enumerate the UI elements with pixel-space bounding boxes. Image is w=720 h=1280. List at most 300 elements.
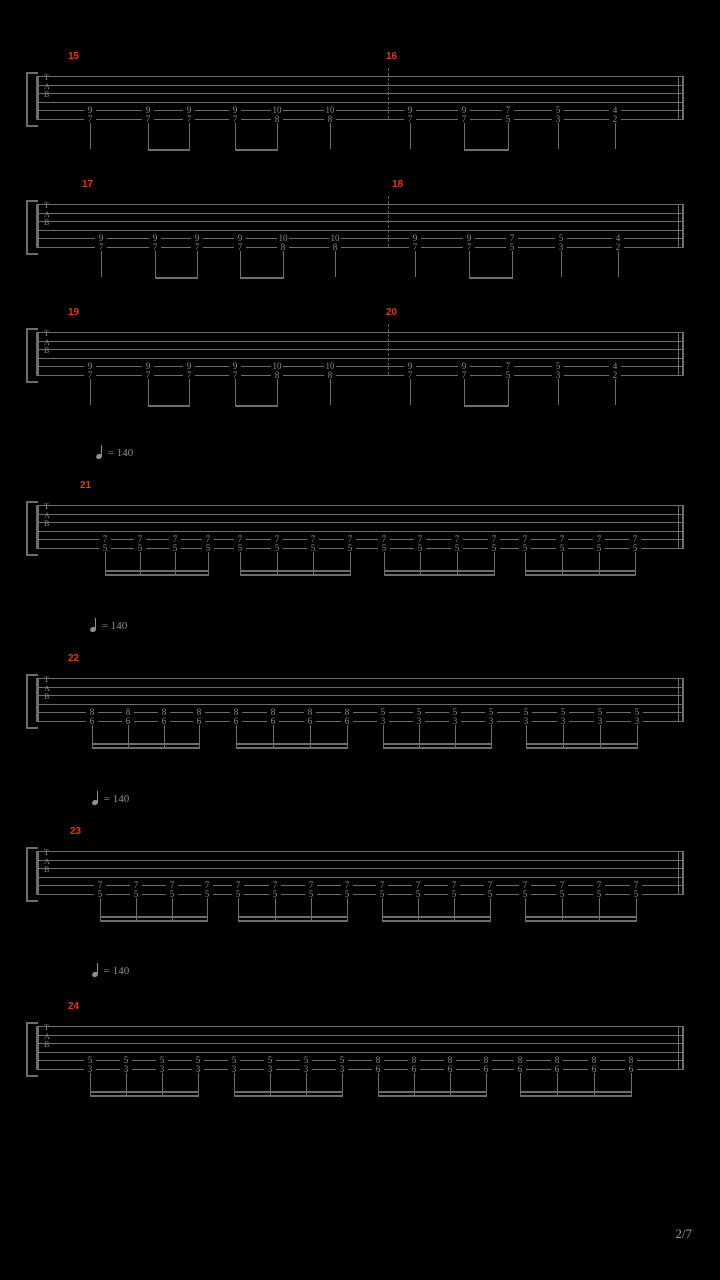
note-stem — [508, 379, 509, 405]
fret-number: 3 — [413, 717, 425, 726]
fret-number: 10 — [330, 232, 340, 243]
beam — [235, 149, 278, 151]
staff-line — [36, 85, 684, 86]
note-stem — [283, 251, 284, 277]
fret-number: 7 — [84, 371, 96, 380]
fret-number: 3 — [336, 1065, 348, 1074]
fret-number: 5 — [376, 890, 388, 899]
note-stem — [330, 123, 331, 149]
fret-number: 5 — [520, 708, 532, 717]
quarter-note-icon — [90, 619, 99, 631]
fret-number: 7 — [191, 243, 203, 252]
fret-number: 9 — [183, 106, 195, 115]
fret-number: 10 — [325, 104, 335, 115]
note-stem — [148, 379, 149, 405]
beam — [520, 1095, 632, 1097]
fret-number: 7 — [305, 881, 317, 890]
barline — [388, 324, 389, 375]
fret-number: 3 — [84, 1065, 96, 1074]
fret-number: 6 — [514, 1065, 526, 1074]
fret-number: 7 — [142, 115, 154, 124]
staff-line — [36, 531, 684, 532]
quarter-note-icon — [92, 792, 101, 804]
staff-line — [36, 868, 684, 869]
fret-number: 6 — [86, 717, 98, 726]
fret-number: 7 — [458, 371, 470, 380]
note-stem — [335, 251, 336, 277]
end-barline-thick — [682, 204, 684, 247]
fret-number: 5 — [166, 890, 178, 899]
page-number: 2/7 — [675, 1226, 692, 1241]
fret-number: 7 — [629, 535, 641, 544]
fret-number: 9 — [404, 106, 416, 115]
note-stem — [615, 379, 616, 405]
fret-number: 5 — [228, 1056, 240, 1065]
fret-number: 6 — [408, 1065, 420, 1074]
note-stem — [410, 379, 411, 405]
measure-number: 15 — [68, 51, 80, 62]
tempo-value: = 140 — [103, 965, 130, 977]
fret-number: 7 — [95, 243, 107, 252]
note-stem — [148, 123, 149, 149]
beam — [383, 747, 492, 749]
fret-number: 8 — [480, 1056, 492, 1065]
fret-number: 5 — [130, 890, 142, 899]
beam — [238, 920, 348, 922]
beam — [90, 1091, 199, 1093]
fret-number: 2 — [612, 243, 624, 252]
tempo-marking — [92, 792, 129, 805]
staff-line — [36, 110, 684, 111]
end-barline — [678, 204, 679, 247]
fret-number: 5 — [192, 1056, 204, 1065]
fret-number: 5 — [307, 544, 319, 553]
fret-number: 5 — [552, 106, 564, 115]
fret-number: 10 — [272, 104, 282, 115]
fret-number: 5 — [556, 544, 568, 553]
staff-line — [36, 102, 684, 103]
beam — [238, 916, 348, 918]
fret-number: 5 — [519, 890, 531, 899]
staff-line — [36, 358, 684, 359]
fret-number: 8 — [304, 708, 316, 717]
staff-line — [36, 247, 684, 248]
note-stem — [464, 379, 465, 405]
fret-number: 7 — [484, 881, 496, 890]
fret-number: 4 — [609, 106, 621, 115]
beam — [105, 574, 209, 576]
fret-number: 5 — [378, 544, 390, 553]
fret-number: 8 — [271, 115, 283, 124]
fret-number: 9 — [95, 234, 107, 243]
note-stem — [618, 251, 619, 277]
tab-clef: T A B — [44, 675, 50, 702]
fret-number: 7 — [519, 881, 531, 890]
staff-line — [36, 860, 684, 861]
staff-line — [36, 505, 684, 506]
staff-line — [36, 93, 684, 94]
staff-line — [36, 213, 684, 214]
fret-number: 7 — [412, 881, 424, 890]
fret-number: 5 — [120, 1056, 132, 1065]
fret-number: 3 — [555, 243, 567, 252]
fret-number: 7 — [502, 106, 514, 115]
beam — [526, 743, 638, 745]
fret-number: 7 — [463, 243, 475, 252]
fret-number: 7 — [269, 881, 281, 890]
fret-number: 5 — [593, 890, 605, 899]
end-barline-thick — [682, 505, 684, 548]
fret-number: 6 — [444, 1065, 456, 1074]
measure-number: 21 — [80, 480, 92, 491]
fret-number: 7 — [519, 535, 531, 544]
beam — [378, 1091, 487, 1093]
tab-staff — [36, 322, 684, 380]
fret-number: 5 — [485, 708, 497, 717]
staff-line — [36, 221, 684, 222]
system-bracket — [36, 1026, 39, 1069]
note-stem — [90, 123, 91, 149]
staff-line — [36, 1035, 684, 1036]
fret-number: 5 — [593, 544, 605, 553]
tempo-value: = 140 — [101, 620, 128, 632]
note-stem — [330, 379, 331, 405]
measure-number: 22 — [68, 653, 80, 664]
fret-number: 3 — [192, 1065, 204, 1074]
fret-number: 7 — [169, 535, 181, 544]
fret-number: 3 — [120, 1065, 132, 1074]
fret-number: 6 — [625, 1065, 637, 1074]
tab-staff — [36, 841, 684, 899]
tempo-marking — [92, 964, 129, 977]
fret-number: 8 — [277, 243, 289, 252]
beam — [234, 1095, 343, 1097]
fret-number: 5 — [156, 1056, 168, 1065]
staff-line — [36, 1026, 684, 1027]
fret-number: 5 — [300, 1056, 312, 1065]
fret-number: 7 — [134, 535, 146, 544]
beam — [525, 920, 637, 922]
fret-number: 5 — [449, 708, 461, 717]
fret-number: 9 — [191, 234, 203, 243]
fret-number: 5 — [556, 890, 568, 899]
fret-number: 8 — [271, 371, 283, 380]
fret-number: 7 — [229, 115, 241, 124]
beam — [234, 1091, 343, 1093]
staff-line — [36, 522, 684, 523]
fret-number: 7 — [378, 535, 390, 544]
beam — [148, 149, 190, 151]
fret-number: 7 — [376, 881, 388, 890]
fret-number: 3 — [552, 115, 564, 124]
staff-line — [36, 1060, 684, 1061]
fret-number: 8 — [372, 1056, 384, 1065]
fret-number: 9 — [463, 234, 475, 243]
staff-line — [36, 76, 684, 77]
staff-line — [36, 514, 684, 515]
fret-number: 8 — [329, 243, 341, 252]
fret-number: 3 — [485, 717, 497, 726]
staff-line — [36, 1043, 684, 1044]
fret-number: 7 — [451, 535, 463, 544]
fret-number: 9 — [142, 106, 154, 115]
fret-number: 7 — [458, 115, 470, 124]
fret-number: 7 — [149, 243, 161, 252]
fret-number: 8 — [514, 1056, 526, 1065]
tempo-value: = 140 — [107, 447, 134, 459]
beam — [92, 747, 200, 749]
fret-number: 3 — [449, 717, 461, 726]
fret-number: 6 — [588, 1065, 600, 1074]
fret-number: 5 — [234, 544, 246, 553]
fret-number: 6 — [551, 1065, 563, 1074]
fret-number: 5 — [413, 708, 425, 717]
fret-number: 5 — [134, 544, 146, 553]
system-7 — [36, 1001, 684, 1111]
fret-number: 5 — [629, 544, 641, 553]
beam — [383, 743, 492, 745]
beam — [464, 405, 509, 407]
fret-number: 3 — [552, 371, 564, 380]
fret-number: 7 — [630, 881, 642, 890]
note-stem — [277, 123, 278, 149]
beam — [155, 277, 198, 279]
fret-number: 8 — [193, 708, 205, 717]
measure-number: 17 — [82, 179, 94, 190]
staff-line — [36, 341, 684, 342]
end-barline — [678, 505, 679, 548]
fret-number: 7 — [506, 234, 518, 243]
fret-number: 6 — [193, 717, 205, 726]
fret-number: 7 — [556, 535, 568, 544]
system-3 — [36, 307, 684, 417]
fret-number: 7 — [232, 881, 244, 890]
beam — [236, 743, 348, 745]
fret-number: 8 — [267, 708, 279, 717]
fret-number: 6 — [304, 717, 316, 726]
fret-number: 5 — [169, 544, 181, 553]
staff-line — [36, 678, 684, 679]
staff-line — [36, 230, 684, 231]
fret-number: 2 — [609, 371, 621, 380]
system-bracket — [36, 505, 39, 548]
system-bracket — [36, 851, 39, 894]
beam — [384, 570, 495, 572]
tempo-marking — [96, 446, 133, 459]
fret-number: 5 — [377, 708, 389, 717]
fret-number: 9 — [458, 106, 470, 115]
tab-staff — [36, 194, 684, 252]
fret-number: 9 — [84, 362, 96, 371]
fret-number: 9 — [229, 362, 241, 371]
measure-number: 19 — [68, 307, 80, 318]
fret-number: 5 — [232, 890, 244, 899]
system-4 — [36, 480, 684, 590]
beam — [90, 1095, 199, 1097]
fret-number: 5 — [94, 890, 106, 899]
note-stem — [235, 379, 236, 405]
end-barline-thick — [682, 1026, 684, 1069]
staff-line — [36, 695, 684, 696]
beam — [525, 570, 636, 572]
note-stem — [90, 379, 91, 405]
fret-number: 7 — [409, 243, 421, 252]
note-stem — [512, 251, 513, 277]
tab-staff — [36, 495, 684, 553]
beam — [240, 277, 284, 279]
staff-line — [36, 238, 684, 239]
system-bracket — [36, 332, 39, 375]
fret-number: 9 — [183, 362, 195, 371]
note-stem — [189, 123, 190, 149]
fret-number: 8 — [408, 1056, 420, 1065]
end-barline — [678, 678, 679, 721]
fret-number: 5 — [448, 890, 460, 899]
fret-number: 7 — [404, 115, 416, 124]
staff-line — [36, 349, 684, 350]
end-barline — [678, 76, 679, 119]
system-1 — [36, 51, 684, 161]
tempo-marking — [90, 619, 127, 632]
staff-line — [36, 687, 684, 688]
note-stem — [189, 379, 190, 405]
beam — [464, 149, 509, 151]
fret-number: 5 — [336, 1056, 348, 1065]
beam — [525, 916, 637, 918]
fret-number: 9 — [234, 234, 246, 243]
note-stem — [561, 251, 562, 277]
beam — [384, 574, 495, 576]
fret-number: 6 — [158, 717, 170, 726]
fret-number: 8 — [625, 1056, 637, 1065]
fret-number: 3 — [156, 1065, 168, 1074]
tab-staff — [36, 66, 684, 124]
end-barline-thick — [682, 851, 684, 894]
beam — [92, 743, 200, 745]
fret-number: 5 — [305, 890, 317, 899]
beam — [382, 920, 491, 922]
fret-number: 6 — [122, 717, 134, 726]
staff-line — [36, 877, 684, 878]
beam — [526, 747, 638, 749]
fret-number: 9 — [149, 234, 161, 243]
fret-number: 5 — [271, 544, 283, 553]
barline — [388, 196, 389, 247]
note-stem — [464, 123, 465, 149]
system-6 — [36, 826, 684, 936]
fret-number: 10 — [325, 360, 335, 371]
fret-number: 3 — [520, 717, 532, 726]
fret-number: 6 — [372, 1065, 384, 1074]
note-stem — [558, 123, 559, 149]
note-stem — [197, 251, 198, 277]
beam — [525, 574, 636, 576]
fret-number: 8 — [551, 1056, 563, 1065]
fret-number: 5 — [630, 890, 642, 899]
fret-number: 9 — [142, 362, 154, 371]
fret-number: 5 — [99, 544, 111, 553]
fret-number: 8 — [122, 708, 134, 717]
measure-number: 18 — [392, 179, 404, 190]
fret-number: 10 — [278, 232, 288, 243]
fret-number: 9 — [458, 362, 470, 371]
end-barline-thick — [682, 678, 684, 721]
fret-number: 7 — [202, 535, 214, 544]
fret-number: 7 — [593, 535, 605, 544]
beam — [240, 574, 351, 576]
end-barline — [678, 851, 679, 894]
beam — [100, 920, 208, 922]
fret-number: 5 — [557, 708, 569, 717]
beam — [236, 747, 348, 749]
fret-number: 10 — [272, 360, 282, 371]
tab-clef: T A B — [44, 502, 50, 529]
note-stem — [155, 251, 156, 277]
beam — [520, 1091, 632, 1093]
fret-number: 7 — [341, 881, 353, 890]
tab-staff — [36, 1016, 684, 1074]
fret-number: 9 — [229, 106, 241, 115]
beam — [235, 405, 278, 407]
fret-number: 3 — [557, 717, 569, 726]
fret-number: 7 — [502, 362, 514, 371]
fret-number: 3 — [631, 717, 643, 726]
fret-number: 3 — [264, 1065, 276, 1074]
beam — [469, 277, 513, 279]
tab-clef: T A B — [44, 73, 50, 100]
fret-number: 5 — [631, 708, 643, 717]
note-stem — [410, 123, 411, 149]
fret-number: 5 — [506, 243, 518, 252]
system-bracket — [36, 678, 39, 721]
fret-number: 8 — [230, 708, 242, 717]
fret-number: 7 — [183, 115, 195, 124]
note-stem — [415, 251, 416, 277]
beam — [148, 405, 190, 407]
fret-number: 7 — [130, 881, 142, 890]
fret-number: 4 — [612, 234, 624, 243]
beam — [378, 1095, 487, 1097]
fret-number: 8 — [86, 708, 98, 717]
tab-clef: T A B — [44, 848, 50, 875]
fret-number: 8 — [324, 371, 336, 380]
fret-number: 7 — [84, 115, 96, 124]
fret-number: 5 — [264, 1056, 276, 1065]
quarter-note-icon — [96, 446, 105, 458]
fret-number: 6 — [480, 1065, 492, 1074]
fret-number: 7 — [593, 881, 605, 890]
fret-number: 8 — [158, 708, 170, 717]
beam — [105, 570, 209, 572]
fret-number: 7 — [488, 535, 500, 544]
measure-number: 23 — [70, 826, 82, 837]
measure-number: 20 — [386, 307, 398, 318]
end-barline — [678, 332, 679, 375]
beam — [100, 916, 208, 918]
fret-number: 7 — [234, 243, 246, 252]
staff-line — [36, 1069, 684, 1070]
fret-number: 5 — [202, 544, 214, 553]
fret-number: 7 — [448, 881, 460, 890]
fret-number: 6 — [267, 717, 279, 726]
fret-number: 7 — [234, 535, 246, 544]
fret-number: 7 — [271, 535, 283, 544]
note-stem — [615, 123, 616, 149]
staff-line — [36, 366, 684, 367]
system-bracket — [36, 76, 39, 119]
measure-number: 24 — [68, 1001, 80, 1012]
fret-number: 5 — [502, 115, 514, 124]
